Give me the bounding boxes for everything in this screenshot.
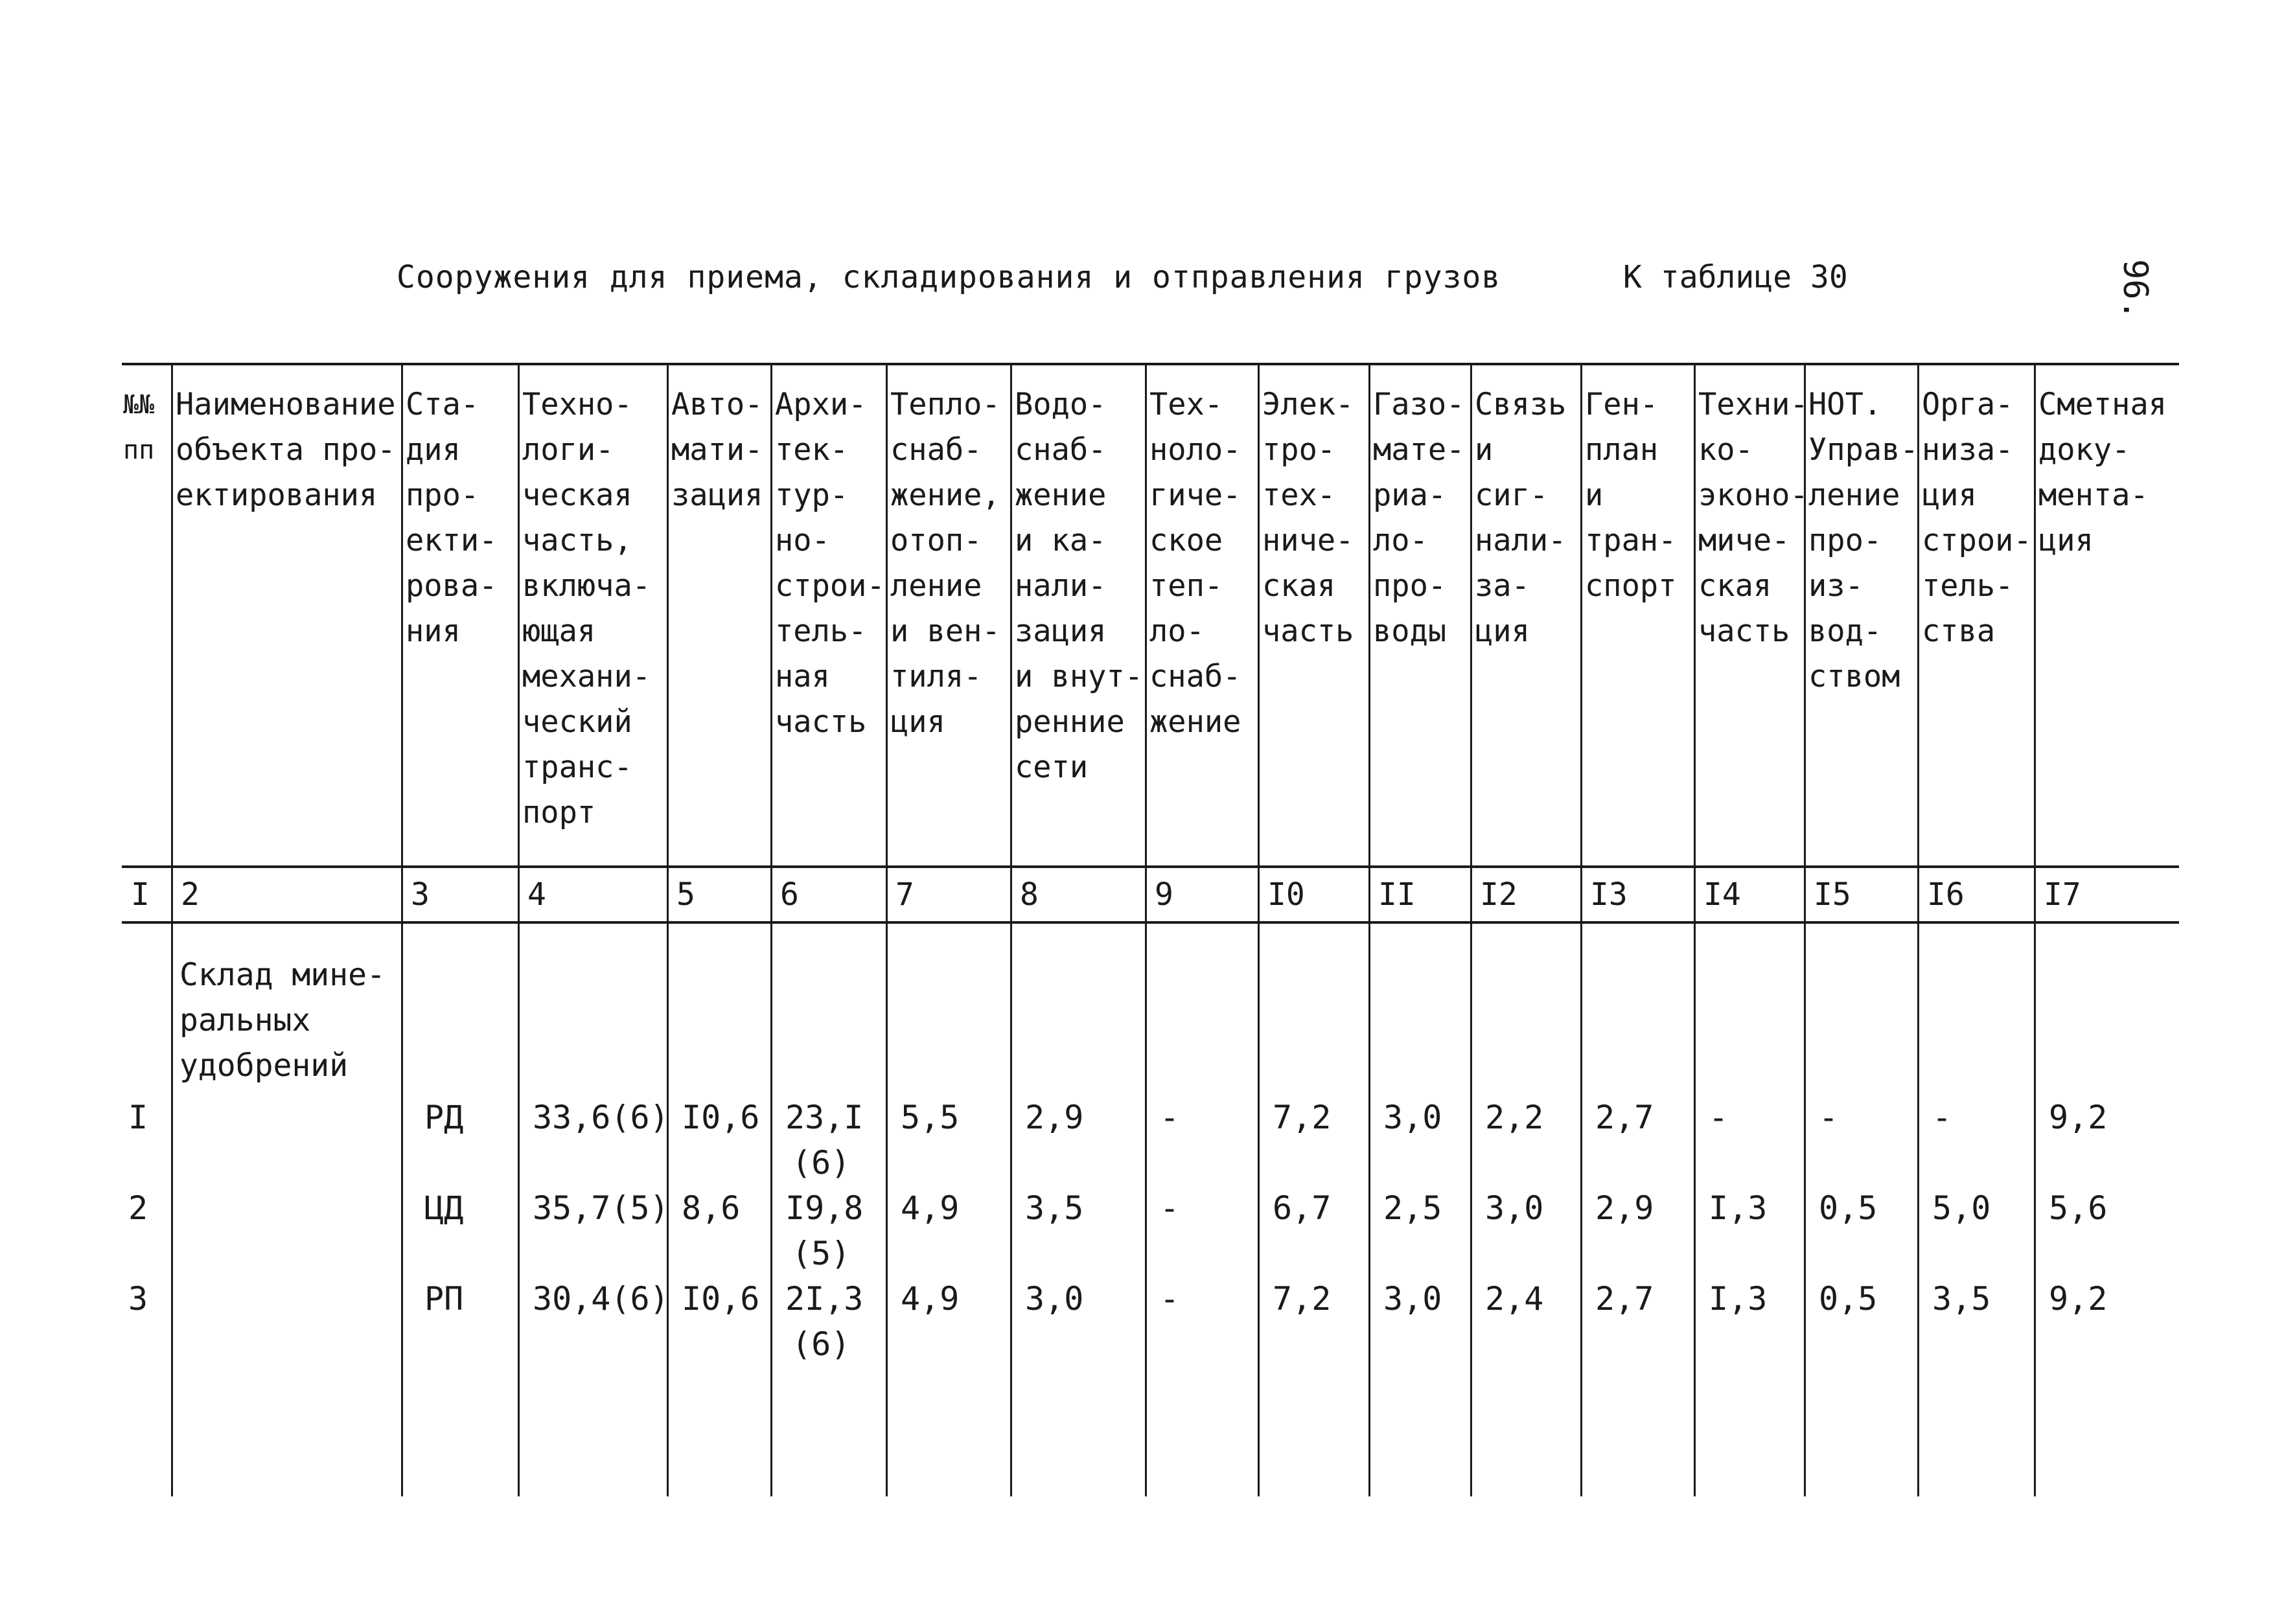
- column-header: Водо- снаб- жение и ка- нали- зация и внут- ренние сети: [1015, 387, 1144, 785]
- table-cell: -: [1932, 1099, 1952, 1136]
- stage-cell: ЦД: [424, 1189, 464, 1227]
- column-rule: [886, 364, 888, 1496]
- table-top-rule: [122, 363, 2179, 365]
- column-header: Ста- дия про- екти- рова- ния: [406, 387, 498, 649]
- table-cell-note: (6): [792, 1325, 851, 1363]
- column-number: I3: [1590, 876, 1628, 913]
- table-cell: 8,6: [682, 1189, 741, 1227]
- column-header: №№ пп: [123, 390, 155, 465]
- document-title: Сооружения для приема, складирования и отправления грузов: [397, 259, 1501, 295]
- table-cell: I0,6: [682, 1099, 760, 1136]
- column-rule: [1694, 364, 1696, 1496]
- table-cell: 2,2: [1485, 1099, 1544, 1136]
- table-cell: 2,7: [1595, 1099, 1654, 1136]
- column-header: Архи- тек- тур- но- строи- тель- ная часть: [775, 387, 885, 740]
- table-cell: 3,0: [1025, 1280, 1084, 1318]
- object-name: Склад мине- ральных удобрений: [179, 957, 386, 1084]
- table-cell: 6,7: [1273, 1189, 1332, 1227]
- column-number-rule: [122, 921, 2179, 924]
- table-cell: -: [1709, 1099, 1729, 1136]
- table-cell-note: (6): [792, 1144, 851, 1182]
- column-number: 9: [1155, 876, 1173, 913]
- column-header: Тех- ноло- гиче- ское теп- ло- снаб- жение: [1149, 387, 1241, 740]
- table-cell: 35,7(5): [533, 1189, 669, 1227]
- table-cell: 7,2: [1273, 1099, 1332, 1136]
- column-number: 7: [895, 876, 914, 913]
- table-cell: 2,7: [1595, 1280, 1654, 1318]
- column-header: Элек- тро- тех- ниче- ская часть: [1262, 387, 1354, 649]
- column-rule: [1258, 364, 1260, 1496]
- table-cell: 9,2: [2049, 1099, 2108, 1136]
- table-cell: 4,9: [901, 1280, 960, 1318]
- row-number: 3: [128, 1280, 148, 1318]
- column-header: Наименование объекта про- ектирования: [176, 387, 396, 513]
- table-cell: 9,2: [2049, 1280, 2108, 1318]
- column-rule: [770, 364, 772, 1496]
- table-cell: 0,5: [1819, 1189, 1878, 1227]
- column-rule: [1010, 364, 1012, 1496]
- column-rule: [2034, 364, 2036, 1496]
- column-rule: [1368, 364, 1370, 1496]
- column-number: II: [1378, 876, 1416, 913]
- table-cell: I9,8: [785, 1189, 864, 1227]
- column-header: Авто- мати- зация: [671, 387, 763, 513]
- table-cell: -: [1819, 1099, 1839, 1136]
- table-cell: 3,0: [1485, 1189, 1544, 1227]
- column-number: I7: [2044, 876, 2081, 913]
- stage-cell: РД: [424, 1099, 464, 1136]
- table-cell-note: (5): [792, 1235, 851, 1272]
- column-rule: [401, 364, 403, 1496]
- row-number: I: [128, 1099, 148, 1136]
- table-reference: К таблице 30: [1623, 259, 1848, 295]
- table-cell: 2,4: [1485, 1280, 1544, 1318]
- stage-cell: РП: [424, 1280, 464, 1318]
- table-cell: 2I,3: [785, 1280, 864, 1318]
- column-rule: [1145, 364, 1147, 1496]
- table-cell: -: [1160, 1280, 1180, 1318]
- table-cell: 33,6(6): [533, 1099, 669, 1136]
- table-cell: 3,0: [1383, 1280, 1442, 1318]
- column-header: Сметная доку- мента- ция: [2038, 387, 2167, 558]
- column-number: I4: [1703, 876, 1741, 913]
- column-number: I5: [1814, 876, 1851, 913]
- column-rule: [1580, 364, 1582, 1496]
- header-bottom-rule: [122, 865, 2179, 868]
- column-rule: [1470, 364, 1472, 1496]
- table-cell: -: [1160, 1189, 1180, 1227]
- table-cell: 5,6: [2049, 1189, 2108, 1227]
- column-number: 6: [780, 876, 799, 913]
- column-number: I6: [1927, 876, 1965, 913]
- row-number: 2: [128, 1189, 148, 1227]
- table-cell: 5,5: [901, 1099, 960, 1136]
- table-cell: I0,6: [682, 1280, 760, 1318]
- table-cell: I,3: [1709, 1280, 1768, 1318]
- column-number: 5: [676, 876, 695, 913]
- column-header: Орга- низа- ция строи- тель- ства: [1922, 387, 2032, 649]
- table-cell: I,3: [1709, 1189, 1768, 1227]
- column-rule: [667, 364, 669, 1496]
- table-cell: 0,5: [1819, 1280, 1878, 1318]
- column-header: Техно- логи- ческая часть, включа- ющая механи- ческий транс- порт: [522, 387, 651, 830]
- column-header: НОТ. Управ- ление про- из- вод- ством: [1808, 387, 1919, 694]
- table-cell: 3,5: [1932, 1280, 1991, 1318]
- column-header: Связь и сиг- нали- за- ция: [1475, 387, 1567, 649]
- table-cell: 2,9: [1595, 1189, 1654, 1227]
- table-cell: 3,5: [1025, 1189, 1084, 1227]
- table-cell: 3,0: [1383, 1099, 1442, 1136]
- column-number: 4: [527, 876, 546, 913]
- column-rule: [518, 364, 520, 1496]
- table-cell: 2,9: [1025, 1099, 1084, 1136]
- table-cell: -: [1160, 1099, 1180, 1136]
- column-header: Тепло- снаб- жение, отоп- ление и вен- тиля- ция: [890, 387, 1000, 740]
- column-header: Ген- план и тран- спорт: [1585, 387, 1677, 604]
- table-cell: 2,5: [1383, 1189, 1442, 1227]
- table-cell: 7,2: [1273, 1280, 1332, 1318]
- table-cell: 30,4(6): [533, 1280, 669, 1318]
- column-number: I2: [1480, 876, 1517, 913]
- column-number: 2: [181, 876, 200, 913]
- column-header: Техни- ко- эконо- миче- ская часть: [1698, 387, 1808, 649]
- page-number: 96.: [2116, 259, 2154, 320]
- column-number: I: [131, 876, 150, 913]
- column-header: Газо- мате- риа- ло- про- воды: [1373, 387, 1465, 649]
- column-rule: [171, 364, 173, 1496]
- column-number: 8: [1020, 876, 1039, 913]
- column-number: 3: [411, 876, 430, 913]
- table-cell: 23,I: [785, 1099, 864, 1136]
- table-cell: 4,9: [901, 1189, 960, 1227]
- table-cell: 5,0: [1932, 1189, 1991, 1227]
- column-number: I0: [1267, 876, 1305, 913]
